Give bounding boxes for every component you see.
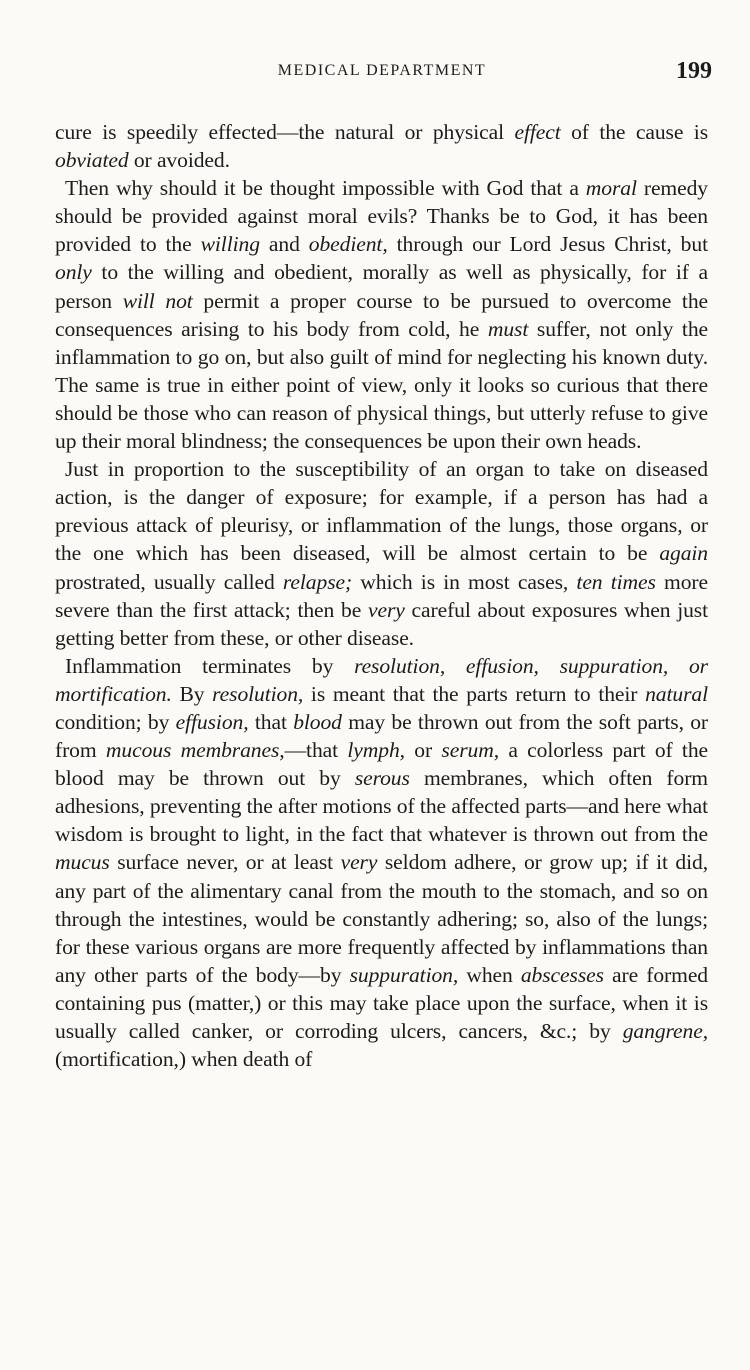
italic-text: must: [487, 316, 529, 341]
text-run: may be thrown out from the soft parts, or from: [55, 709, 709, 763]
italic-text: relapse;: [282, 569, 353, 594]
paragraph: [55, 652, 708, 1073]
text-run: prostrated, usually called: [55, 569, 283, 594]
text-run: condition; by: [55, 709, 176, 734]
italic-text: obedient,: [308, 232, 388, 257]
italic-text: resolution, effusion, suppuration, or mortification.: [55, 653, 708, 706]
paragraph: [55, 174, 708, 455]
page-header: [52, 58, 712, 90]
text-run: —that: [284, 738, 348, 763]
text-run: Then why should it be thought impossible with God that a: [65, 176, 586, 201]
text-run: more severe than the first attack; then be: [55, 569, 708, 622]
italic-text: suppuration,: [349, 962, 459, 987]
text-run: through our Lord Jesus Christ, but: [387, 232, 708, 257]
text-run: that: [248, 709, 294, 734]
text-run: are formed containing pus (matter,) or this may take place upon the surface, when it is usually called canker, or corroding ulcers, cancers, &c.; by: [55, 962, 708, 1043]
text-run: when: [458, 962, 521, 987]
text-run: Just in proportion to the susceptibility of an organ to take on diseased action, is the danger of exposure; for example, if a person has had a previous attack of pleurisy, or inflammation of the lungs, those organs, or the one which has been diseased, will be almost certain to be: [55, 457, 708, 566]
text-run: is meant that the parts return to their: [303, 681, 646, 706]
text-run: By: [171, 681, 213, 706]
italic-text: natural: [645, 681, 708, 706]
text-run: (mortification,) when death of: [55, 1047, 313, 1072]
text-run: suffer, not only the inflammation to go on, but also guilt of mind for neglecting his known duty. The same is true in either point of view, only it looks so curious that there should be those who can reason of physical things, but utterly refuse to give up their moral blindness; the consequences be upon their own heads.: [55, 316, 709, 454]
text-run: a colorless part of the blood may be thrown out by: [55, 738, 709, 791]
italic-text: gangrene,: [622, 1019, 708, 1043]
italic-text: mucus: [55, 850, 110, 875]
italic-text: very: [367, 597, 405, 622]
italic-text: lymph,: [347, 738, 405, 763]
italic-text: mucous membranes,: [105, 738, 285, 763]
italic-text: abscesses: [520, 962, 604, 987]
italic-text: very: [340, 850, 378, 875]
text-run: and: [259, 232, 309, 257]
paragraph: [55, 118, 708, 174]
text-run: to the willing and obedient, morally as well as physically, for if a person: [55, 260, 708, 313]
text-run: of the cause is: [560, 120, 709, 144]
italic-text: moral: [585, 176, 637, 201]
italic-text: effect: [514, 120, 561, 144]
italic-text: blood: [293, 709, 342, 734]
text-run: remedy should be provided against moral evils? Thanks be to God, it has been provided to the: [55, 176, 709, 257]
italic-text: resolution,: [212, 681, 304, 706]
text-run: membranes, which often form adhesions, preventing the after motions of the affected parts—and here what wisdom is brought to light, in the fact that whatever is thrown out from the: [55, 766, 708, 847]
italic-text: only: [55, 260, 92, 285]
italic-text: ten times: [576, 569, 656, 594]
text-run: permit a proper course to be pursued to overcome the consequences arising to his body from cold, he: [55, 288, 709, 341]
text-run: or avoided.: [128, 148, 230, 173]
italic-text: effusion,: [175, 709, 249, 734]
running-title: MEDICAL DEPARTMENT: [277, 62, 487, 79]
body-text: [55, 118, 708, 1073]
italic-text: will not: [122, 288, 193, 313]
italic-text: obviated: [55, 148, 129, 173]
italic-text: again: [659, 541, 708, 566]
italic-text: serous: [354, 766, 410, 791]
italic-text: serum,: [441, 738, 499, 763]
text-run: which is in most cases,: [352, 569, 577, 594]
paragraph: [55, 455, 708, 652]
text-run: careful about exposures when just getting better from these, or other disease.: [55, 597, 708, 650]
italic-text: willing: [200, 232, 260, 257]
page-number: 199: [676, 58, 712, 84]
text-run: or: [404, 738, 442, 763]
text-run: Inflammation terminates by: [65, 653, 355, 678]
text-run: cure is speedily effected—the natural or physical: [55, 120, 515, 144]
text-run: surface never, or at least: [109, 850, 341, 875]
text-run: seldom adhere, or grow up; if it did, any part of the alimentary canal from the mouth to the stomach, and so on through the intestines, would be constantly adhering; so, also of the lungs; for these various organs are more frequently affected by inflammations than any other parts of the body—by: [55, 850, 708, 987]
